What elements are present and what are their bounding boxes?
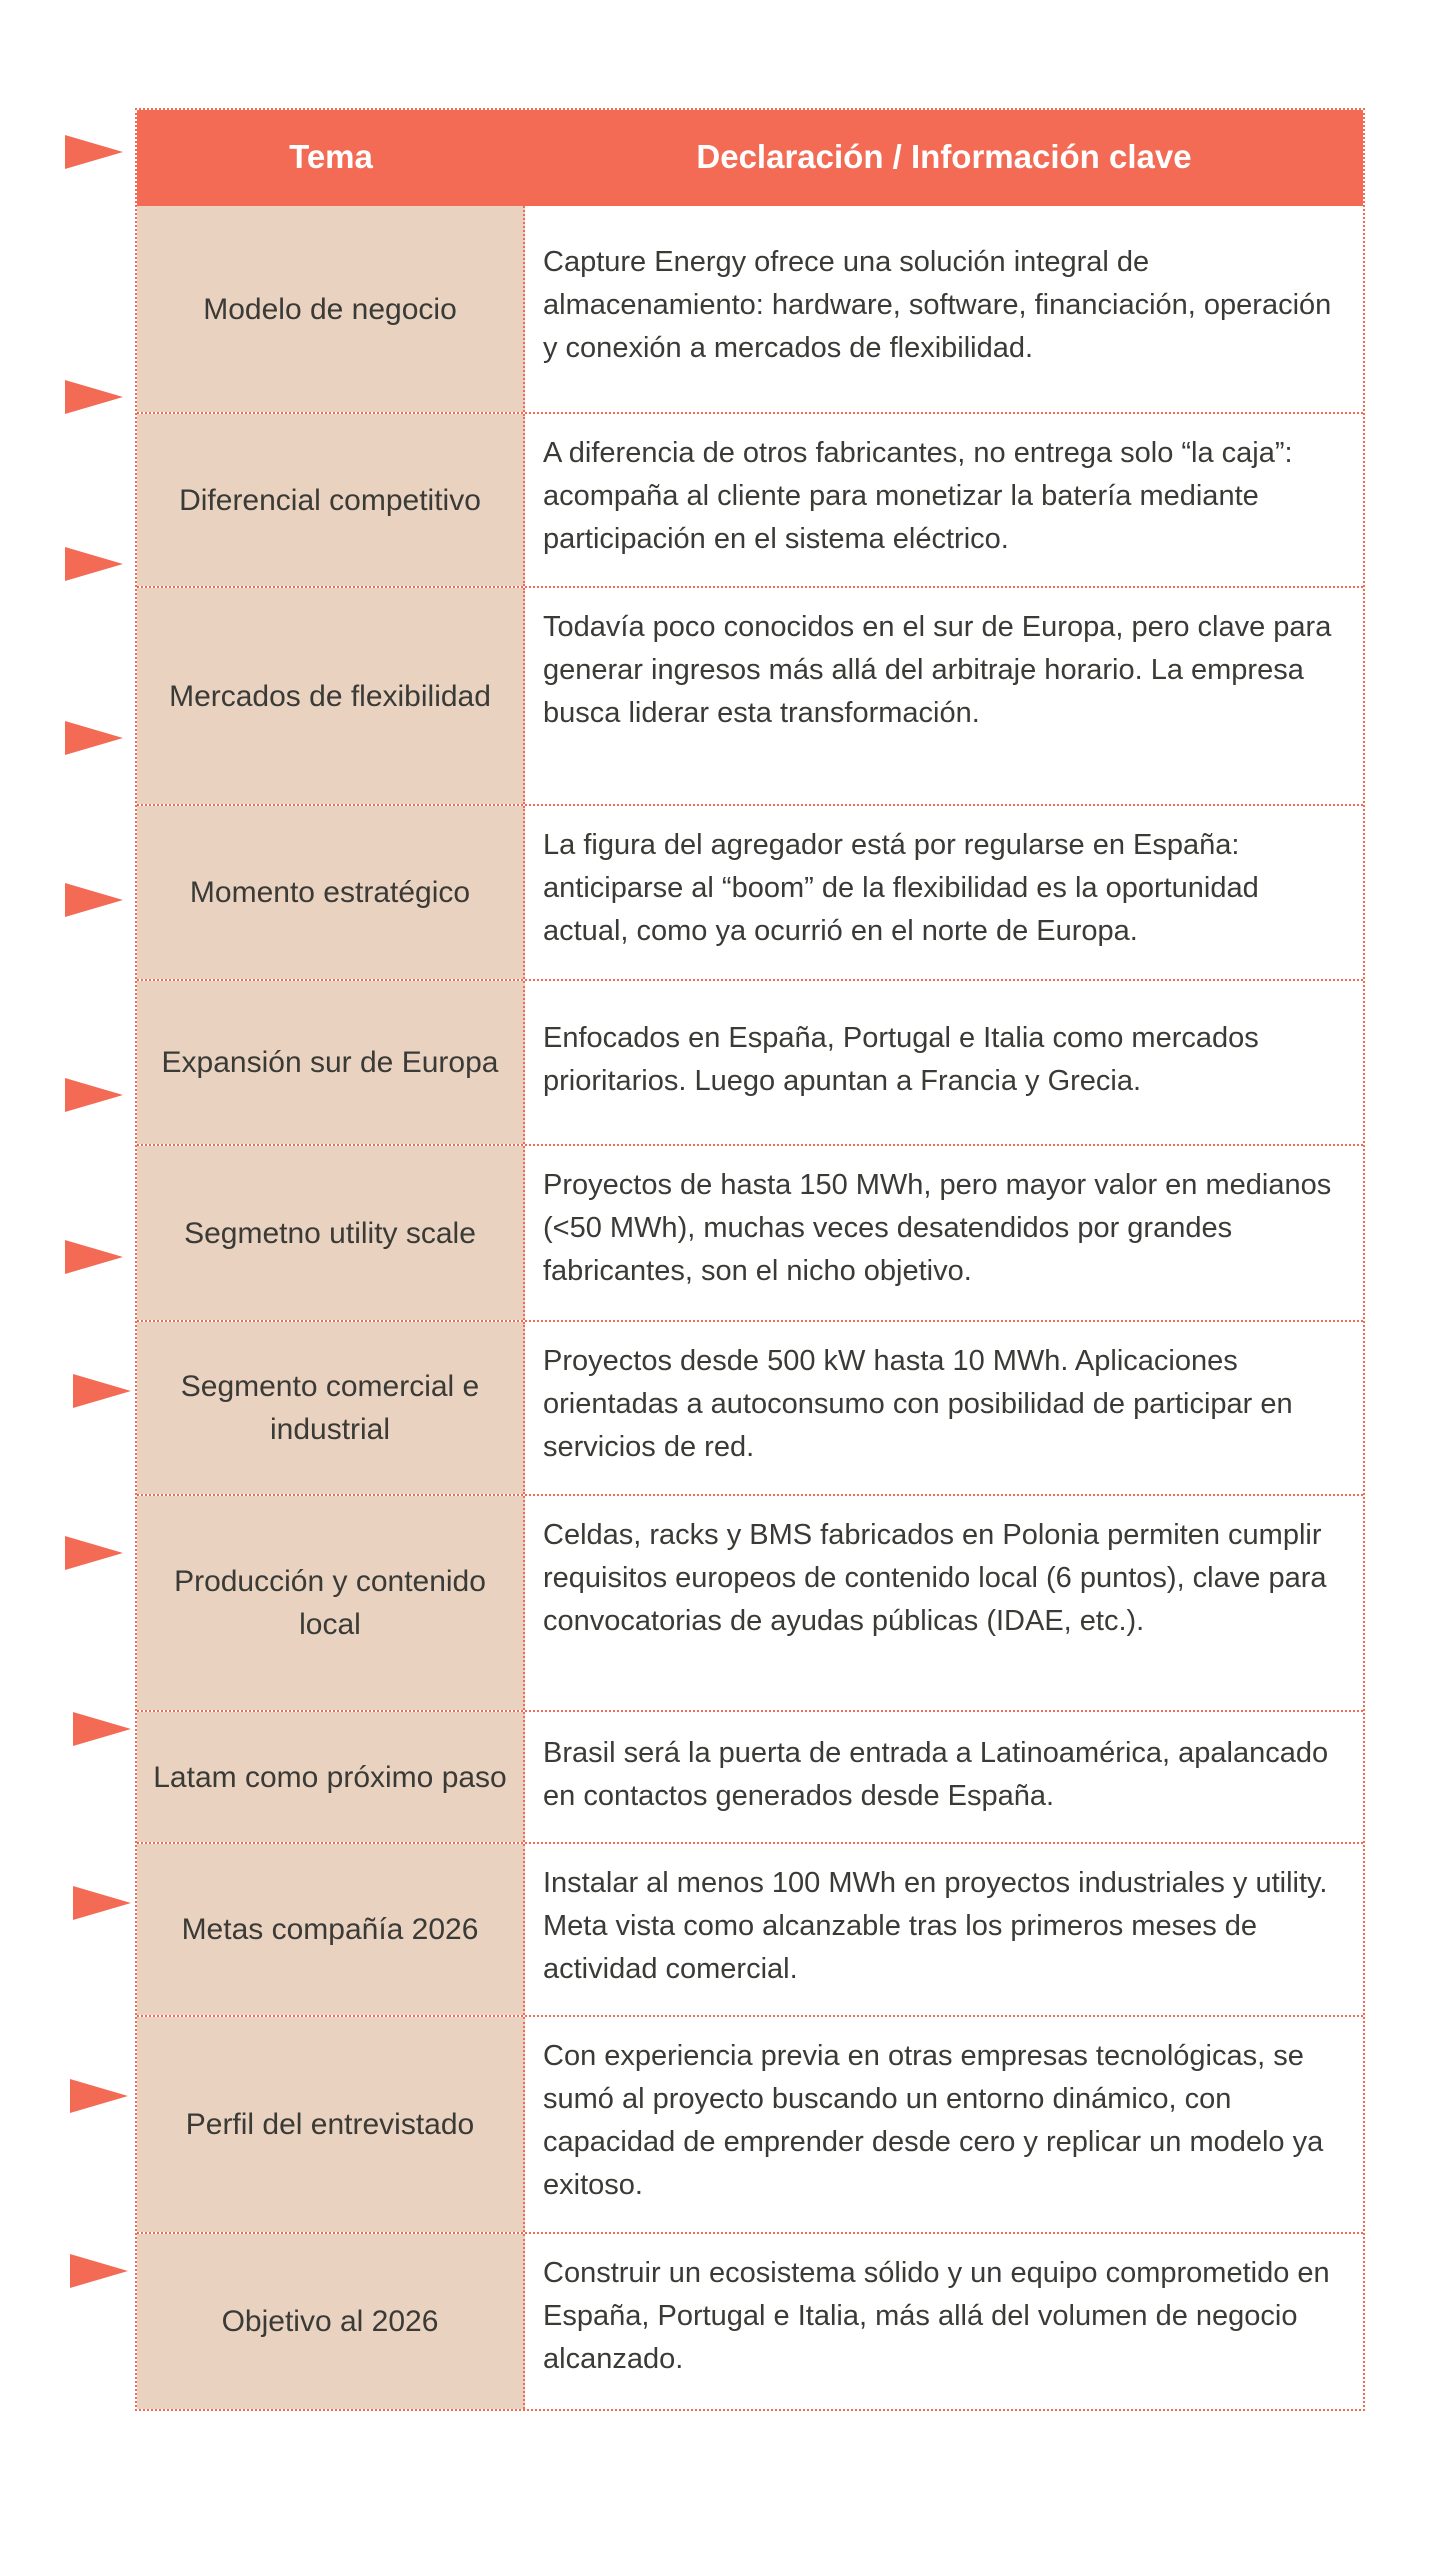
topic-cell: Expansión sur de Europa — [137, 981, 525, 1144]
topic-cell: Modelo de negocio — [137, 206, 525, 412]
table-row — [137, 206, 1363, 414]
info-cell: A diferencia de otros fabricantes, no entrega solo “la caja”: acompaña al cliente para monetizar la batería mediante participación en el sistema eléctrico. — [543, 437, 1293, 555]
topic-cell: Producción y contenido local — [137, 1496, 525, 1710]
arrow-marker-icon — [70, 2254, 128, 2288]
table-row — [137, 981, 1363, 1146]
table-row — [137, 1496, 1363, 1712]
header-declaracion: Declaración / Información clave — [696, 138, 1192, 175]
arrow-marker-icon — [65, 135, 123, 169]
arrow-marker-icon — [65, 1536, 123, 1570]
table-row — [137, 1322, 1363, 1496]
topic-cell: Momento estratégico — [137, 806, 525, 979]
table-row — [137, 588, 1363, 806]
arrow-marker-icon — [65, 1078, 123, 1112]
table-header — [137, 110, 1363, 206]
arrow-marker-icon — [65, 721, 123, 755]
info-cell: La figura del agregador está por regularse en España: anticiparse al “boom” de la flexibilidad es la oportunidad actual, como ya ocurrió en el norte de Europa. — [543, 829, 1259, 947]
info-cell: Instalar al menos 100 MWh en proyectos industriales y utility. Meta vista como alcanzable tras los primeros meses de actividad comercial. — [543, 1867, 1328, 1985]
topic-cell: Perfil del entrevistado — [137, 2017, 525, 2232]
arrow-marker-icon — [65, 380, 123, 414]
topic-cell: Metas compañía 2026 — [137, 1844, 525, 2015]
table-row — [137, 806, 1363, 981]
info-cell: Proyectos de hasta 150 MWh, pero mayor valor en medianos (<50 MWh), muchas veces desatendidos por grandes fabricantes, son el nicho objetivo. — [543, 1169, 1332, 1287]
info-cell: Todavía poco conocidos en el sur de Europa, pero clave para generar ingresos más allá del arbitraje horario. La empresa busca liderar esta transformación. — [543, 611, 1332, 729]
info-cell: Enfocados en España, Portugal e Italia como mercados prioritarios. Luego apuntan a Francia y Grecia. — [543, 1022, 1259, 1097]
info-cell: Construir un ecosistema sólido y un equipo comprometido en España, Portugal e Italia, más allá del volumen de negocio alcanzado. — [543, 2257, 1330, 2375]
arrow-marker-icon — [70, 2079, 128, 2113]
arrow-marker-icon — [65, 547, 123, 581]
arrow-marker-icon — [65, 1240, 123, 1274]
table-row — [137, 1146, 1363, 1322]
topic-cell: Segmetno utility scale — [137, 1146, 525, 1320]
info-cell: Celdas, racks y BMS fabricados en Polonia permiten cumplir requisitos europeos de contenido local (6 puntos), clave para convocatorias de ayudas públicas (IDAE, etc.). — [543, 1519, 1327, 1637]
topic-cell: Diferencial competitivo — [137, 414, 525, 586]
info-cell: Brasil será la puerta de entrada a Latinoamérica, apalancado en contactos generados desde España. — [543, 1737, 1329, 1812]
info-cell: Con experiencia previa en otras empresas tecnológicas, se sumó al proyecto buscando un entorno dinámico, con capacidad de emprender desde cero y replicar un modelo ya exitoso. — [543, 2040, 1324, 2201]
info-table — [135, 108, 1365, 2411]
info-cell: Capture Energy ofrece una solución integral de almacenamiento: hardware, software, financiación, operación y conexión a mercados de flexibilidad. — [543, 246, 1332, 364]
arrow-marker-icon — [73, 1886, 131, 1920]
topic-cell: Latam como próximo paso — [137, 1712, 525, 1842]
arrow-marker-icon — [73, 1374, 131, 1408]
table-row — [137, 1844, 1363, 2017]
table-row — [137, 414, 1363, 588]
table-row — [137, 2017, 1363, 2234]
table-row — [137, 2234, 1363, 2409]
arrow-marker-icon — [65, 883, 123, 917]
topic-cell: Segmento comercial e industrial — [137, 1322, 525, 1494]
topic-cell: Mercados de flexibilidad — [137, 588, 525, 804]
info-cell: Proyectos desde 500 kW hasta 10 MWh. Aplicaciones orientadas a autoconsumo con posibilidad de participar en servicios de red. — [543, 1345, 1293, 1463]
header-tema: Tema — [289, 138, 373, 175]
table-row — [137, 1712, 1363, 1844]
arrow-marker-icon — [73, 1712, 131, 1746]
topic-cell: Objetivo al 2026 — [137, 2234, 525, 2409]
